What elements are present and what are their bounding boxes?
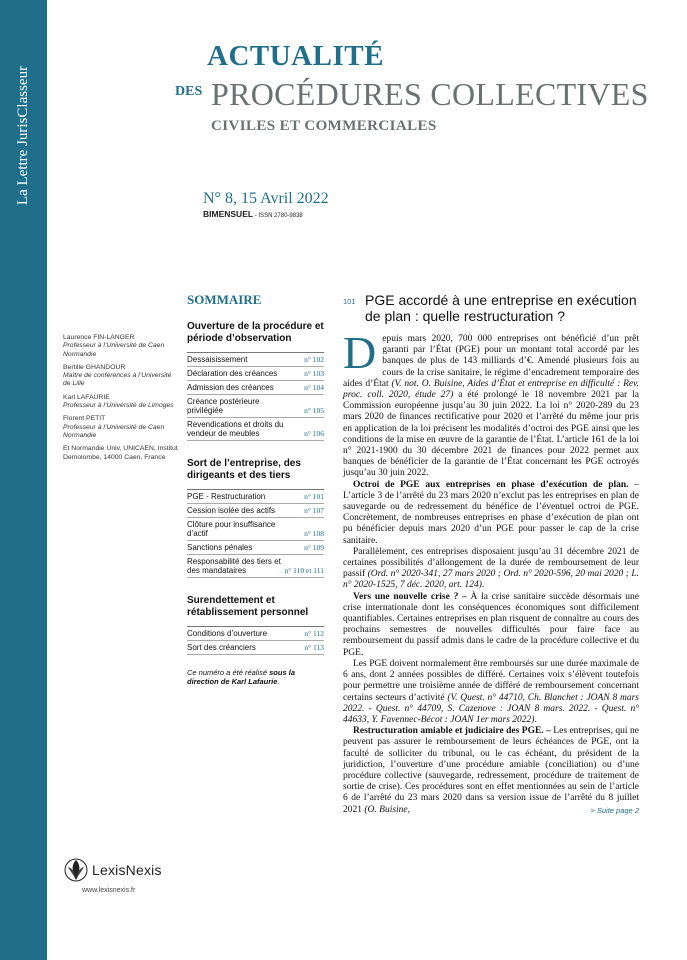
- lexisnexis-logo[interactable]: [64, 858, 162, 882]
- masthead-subtitle: CIVILES ET COMMERCIALES: [211, 118, 437, 134]
- footer-url[interactable]: www.lexisnexis.fr: [82, 887, 136, 894]
- masthead-des: DES: [175, 84, 203, 99]
- editor-note: [187, 668, 324, 686]
- toc-item[interactable]: [187, 541, 324, 555]
- article-paragraph: [343, 547, 639, 592]
- paragraph-text: – L’article 3 de l’arrêté du 23 mars 2020 n’exclut pas les entreprises en plan de sauvegarde ou de redressement du bénéfice de l’éventuel octroi de PGE. Concrètement, de nombreuses entreprises en phase d’exécution de plan ont pu bénéficier depuis mars 2020 d’un PGE pour passer le cap de la crise sanitaire.: [343, 479, 639, 546]
- author-name: Laurence FIN-LANGER: [63, 334, 135, 341]
- toc-item-label: Déclaration des créances: [187, 369, 278, 378]
- toc-item-number: n° 112: [304, 629, 324, 638]
- article-paragraph: [343, 327, 640, 480]
- article-body: [343, 327, 640, 816]
- author-role: Professeur à l’Université de Caen Normandie: [63, 342, 165, 358]
- toc-item[interactable]: [187, 504, 324, 518]
- article-paragraph: [343, 592, 639, 659]
- paragraph-heading: Restructuration amiable et judiciaire des PGE. –: [353, 726, 551, 737]
- toc-item-label: Sort des créanciers: [187, 643, 256, 652]
- author-entry: [63, 364, 178, 389]
- toc-item-number: n° 101: [304, 492, 324, 501]
- toc-list: [187, 352, 324, 441]
- authors-list: [63, 334, 178, 467]
- article-header: [343, 292, 639, 324]
- author-name: Karl LAFAURIE: [63, 393, 110, 401]
- toc-item-number: n° 105: [304, 406, 324, 415]
- paragraph-text: Parallèlement, ces entreprises disposaient jusqu’au 31 décembre 2021 de certaines possibilités d’allongement de la durée de remboursement de leur passif: [343, 546, 639, 580]
- masthead-title-line1: ACTUALITÉ: [207, 40, 384, 72]
- toc-item-label: Sanctions pénales: [187, 543, 253, 552]
- toc-item[interactable]: [187, 381, 324, 395]
- citation: (V. Quest. n° 44710, Ch. Blanchet : JOAN 8 mars 2022. - Quest. n° 44709, S. Cazenove : JOAN 8 mars. 2022. - Quest. n° 44633, Y. Favennec-Bécot : JOAN 1er mars 2022): [343, 692, 639, 725]
- toc-item-number: n° 108: [304, 529, 324, 538]
- issue-frequency: [203, 209, 329, 219]
- paragraph-text: .: [481, 580, 485, 591]
- toc-list: [187, 626, 324, 655]
- editor-note-bold: sous la direction de Karl Lafaurie: [187, 668, 295, 686]
- side-band: [0, 0, 47, 960]
- toc-item[interactable]: [187, 555, 324, 578]
- paragraph-text: Les PGE doivent normalement être remboursés sur une durée maximale de 6 ans, dont 2 années possibles de différé. Certaines voix s’élèvent toutefois pour permettre une troisième année de différé de remboursement concernant certains secteurs d’activité: [343, 658, 639, 703]
- toc-section-title: Sort de l’entreprise, des dirigeants et des tiers: [187, 458, 301, 481]
- toc-item[interactable]: [187, 518, 324, 541]
- toc-item-label: Dessaisissement: [187, 355, 248, 364]
- toc-item-label: Clôture pour insuffisance d’actif: [187, 520, 276, 538]
- continued-link[interactable]: > Suite page 2: [590, 805, 639, 815]
- toc-item-label: Conditions d’ouverture: [187, 629, 268, 638]
- author-affiliation: Et Normandie Univ, UNICAEN, Institut Demolombe, 14000 Caen, France: [63, 445, 178, 461]
- toc-item-label: Revendications et droits du vendeur de meubles: [187, 420, 284, 438]
- author-entry: [63, 334, 178, 359]
- article-paragraph: [343, 659, 639, 726]
- paragraph-text: .: [534, 714, 537, 725]
- author-entry: [63, 394, 178, 411]
- brand-name: LexisNexis: [92, 862, 162, 878]
- citation: (Ord. n° 2020-341, 27 mars 2020 ; Ord. n° 2020-596, 20 mai 2020 ; L. n° 2020-1525, 7 déc. 2020, art. 124): [343, 569, 639, 591]
- paragraph-text: Les entreprises, qui ne peuvent pas assurer le remboursement de leurs échéances de PGE, ont la faculté de solliciter du tribunal, ou le cas échéant, du président de la juridiction, l’ouverture d’une procédure amiable (conciliation) ou d’une procédure collective (sauvegarde, redressement, procédure de traitement de sortie de crise). Ces procédures sont en effet mentionnées au sein de l’article 6 de l’arrêté du 23 mars 2020 dans sa version issue de l’arrêté du 8 juillet 2021: [343, 726, 639, 815]
- toc-item[interactable]: [187, 395, 324, 418]
- author-entry: [63, 415, 178, 440]
- toc-item[interactable]: [187, 418, 324, 441]
- toc-item[interactable]: [187, 641, 324, 655]
- toc-item-label: Créance postérieure privilégiée: [187, 397, 260, 415]
- toc-item-label: PGE - Restructuration: [187, 492, 266, 501]
- toc-item-number: n° 106: [304, 429, 324, 438]
- article-paragraph: [343, 726, 639, 816]
- author-role: Professeur à l’Université de Limoges: [63, 402, 174, 410]
- toc-item-number: n° 107: [304, 506, 324, 515]
- masthead-title-line2: PROCÉDURES COLLECTIVES: [211, 76, 649, 112]
- toc-item[interactable]: [187, 490, 324, 504]
- paragraph-heading: Octroi de PGE aux entreprises en phase d’exécution de plan.: [353, 479, 629, 490]
- author-role: Professeur à l’Université de Caen Normandie: [63, 423, 165, 439]
- author-name: Bertille GHANDOUR: [63, 363, 126, 371]
- editor-note-text: Ce numéro a été réalisé: [187, 668, 270, 677]
- editor-note-end: .: [277, 677, 280, 686]
- paragraph-text: À la crise sanitaire succède désormais une crise internationale dont les conséquences économiques sont difficilement quantifiables. Certaines entreprises en plan risquent de connaître au cours des prochains semestres de nouvelles difficultés pour faire face au remboursement du passif admis dans le cadre de la procédure collective et du PGE.: [343, 591, 639, 658]
- lead-article: [343, 292, 639, 816]
- toc-section-title: Ouverture de la procédure et période d’observation: [187, 321, 324, 344]
- toc-list: [187, 489, 324, 578]
- toc-item-number: n° 104: [304, 383, 324, 392]
- issue-number: N° 8, 15 Avril 2022: [203, 190, 329, 207]
- toc-item-number: n° 110 et 111: [284, 566, 324, 575]
- citation: (V. not. O. Buisine, Aides d’État et entreprise en difficulté : Rev. proc. coll. 2020, étude 27): [343, 378, 640, 401]
- author-entry: [63, 445, 178, 462]
- toc-item-label: Admission des créances: [187, 383, 274, 392]
- citation: (O. Buisine,: [364, 804, 411, 815]
- author-name: Florent PETIT: [63, 415, 106, 423]
- toc-item-number: n° 113: [304, 643, 324, 652]
- author-role: Maître de conférences à l’Université de Lille: [63, 372, 172, 388]
- frequency-label: BIMENSUEL: [203, 209, 254, 219]
- sommaire-title: SOMMAIRE: [187, 292, 262, 307]
- issue-info: [203, 190, 329, 219]
- toc-item-number: n° 103: [304, 369, 324, 378]
- paragraph-heading: Vers une nouvelle crise ? –: [353, 591, 467, 602]
- lexisnexis-logo-icon: [64, 858, 88, 882]
- toc-item[interactable]: [187, 353, 324, 367]
- paragraph-text: epuis mars 2020, 700 000 entreprises ont bénéficié d’un prêt garanti par l’État (PGE) pour un montant total accordé par les banques de plus de 143 milliards d’€. Amendé plusieurs fois au cours de la crise sanitaire, le régime d’encadrement temporaire des aides d’État: [343, 334, 639, 389]
- paragraph-text: a été prolongé le 18 novembre 2021 par la Commission européenne jusqu’au 30 juin 2022. La loi n° 2020-289 du 23 mars 2020 de finances rectificative pour 2020 et l’arrêté du même jour pris en application de la loi précisent les modalités d’octroi des PGE ainsi que les conditions de la mise en œuvre de la garantie de l’État. L’article 161 de la loi n° 2021-1900 du 30 décembre 2021 de finances pour 2022 permet aux banques de bénéficier de la garantie de l’État concernant les PGE octroyés jusqu’au 30 juin 2022.: [343, 390, 639, 479]
- toc-item-number: n° 102: [304, 355, 324, 364]
- article-paragraph: [343, 480, 639, 547]
- toc-section-title: Surendettement et rétablissement personnel: [187, 595, 309, 618]
- side-band-title: La Lettre JurisClasseur: [15, 65, 31, 205]
- article-number: 101: [343, 297, 356, 306]
- article-title: PGE accordé à une entreprise en exécution de plan : quelle restructuration ?: [365, 292, 637, 324]
- toc-item-label: Cession isolée des actifs: [187, 506, 276, 515]
- toc-item[interactable]: [187, 627, 324, 641]
- dropcap: D: [343, 327, 377, 378]
- toc-item[interactable]: [187, 367, 324, 381]
- issn-label: - ISSN 2780-9838: [253, 213, 303, 219]
- toc-item-number: n° 109: [304, 543, 324, 552]
- toc-item-label: Responsabilité des tiers et des mandataires: [187, 557, 281, 575]
- sommaire: [187, 292, 324, 686]
